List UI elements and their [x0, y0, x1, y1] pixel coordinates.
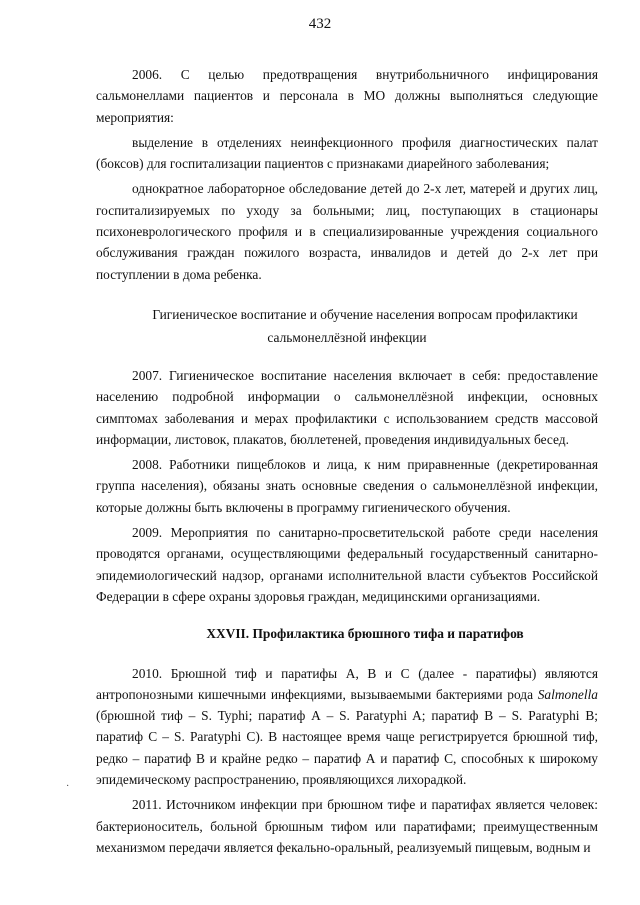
- paragraph-2008: 2008. Работники пищеблоков и лица, к ним приравненные (декретированная группа населения), обязаны знать основные сведения о сальмонеллёзной инфекции, которые должны быть включены в программу гигиенического обучения.: [96, 457, 598, 515]
- paragraph-2010-part-b: (брюшной тиф – S. Typhi; паратиф А – S. Paratyphi A; паратиф В – S. Paratyphi B; паратиф С – S. Paratyphi C). В настоящее время чаще регистрируется брюшной тиф, редко – паратиф В и крайне редко – паратиф А и паратиф С, способных к широкому эпидемическому распространению, проявляющихся лихорадкой.: [96, 708, 598, 788]
- section-heading: Гигиеническое воспитание и обучение населения вопросам профилактики сальмонеллёзной инфекции: [152, 306, 578, 345]
- document-body: [96, 64, 598, 858]
- chapter-heading: XXVII. Профилактика брюшного тифа и паратифов: [206, 626, 524, 642]
- page-number: 432: [308, 16, 332, 32]
- paragraph-2006-intro: 2006. С целью предотвращения внутрибольничного инфицирования сальмонеллами пациентов и персонала в МО должны выполняться следующие мероприятия:: [96, 67, 598, 125]
- scan-speck: ·: [66, 781, 70, 792]
- paragraph-2011: 2011. Источником инфекции при брюшном тифе и паратифах является человек: бактерионоситель, больной брюшным тифом или паратифами; преимущественным механизмом передачи является фекально-оральный, реализуемый пищевым, водным и: [96, 797, 598, 855]
- paragraph-2010-part-a: 2010. Брюшной тиф и паратифы А, В и С (далее - паратифы) являются антропонозными кишечными инфекциями, вызываемыми бактериями рода: [96, 665, 598, 702]
- paragraph-2009: 2009. Мероприятия по санитарно-просветительской работе среди населения проводятся органами, осуществляющими федеральный государственный санитарно-эпидемиологический надзор, органами исполнительной власти субъектов Российской Федерации в сфере охраны здоровья граждан, медицинскими организациями.: [96, 525, 598, 604]
- paragraph-2010: [96, 663, 598, 791]
- paragraph-2006-item-2: однократное лабораторное обследование детей до 2-х лет, матерей и других лиц, госпитализируемых по уходу за больными; лиц, поступающих в стационары психоневрологического профиля и в специализированные учреждения социального обслуживания граждан пожилого возраста, инвалидов и детей до 2-х лет при поступлении в дома ребенка.: [96, 181, 598, 282]
- paragraph-2007: 2007. Гигиеническое воспитание населения включает в себя: предоставление населению подробной информации о сальмонеллёзной инфекции, основных симптомах заболевания и мерах профилактики с использованием средств массовой информации, листовок, плакатов, бюллетеней, проведения индивидуальных бесед.: [96, 367, 598, 447]
- genus-name: Salmonella: [537, 686, 598, 702]
- paragraph-2006-item-1: выделение в отделениях неинфекционного профиля диагностических палат (боксов) для госпитализации пациентов с признаками диарейного заболевания;: [96, 134, 598, 172]
